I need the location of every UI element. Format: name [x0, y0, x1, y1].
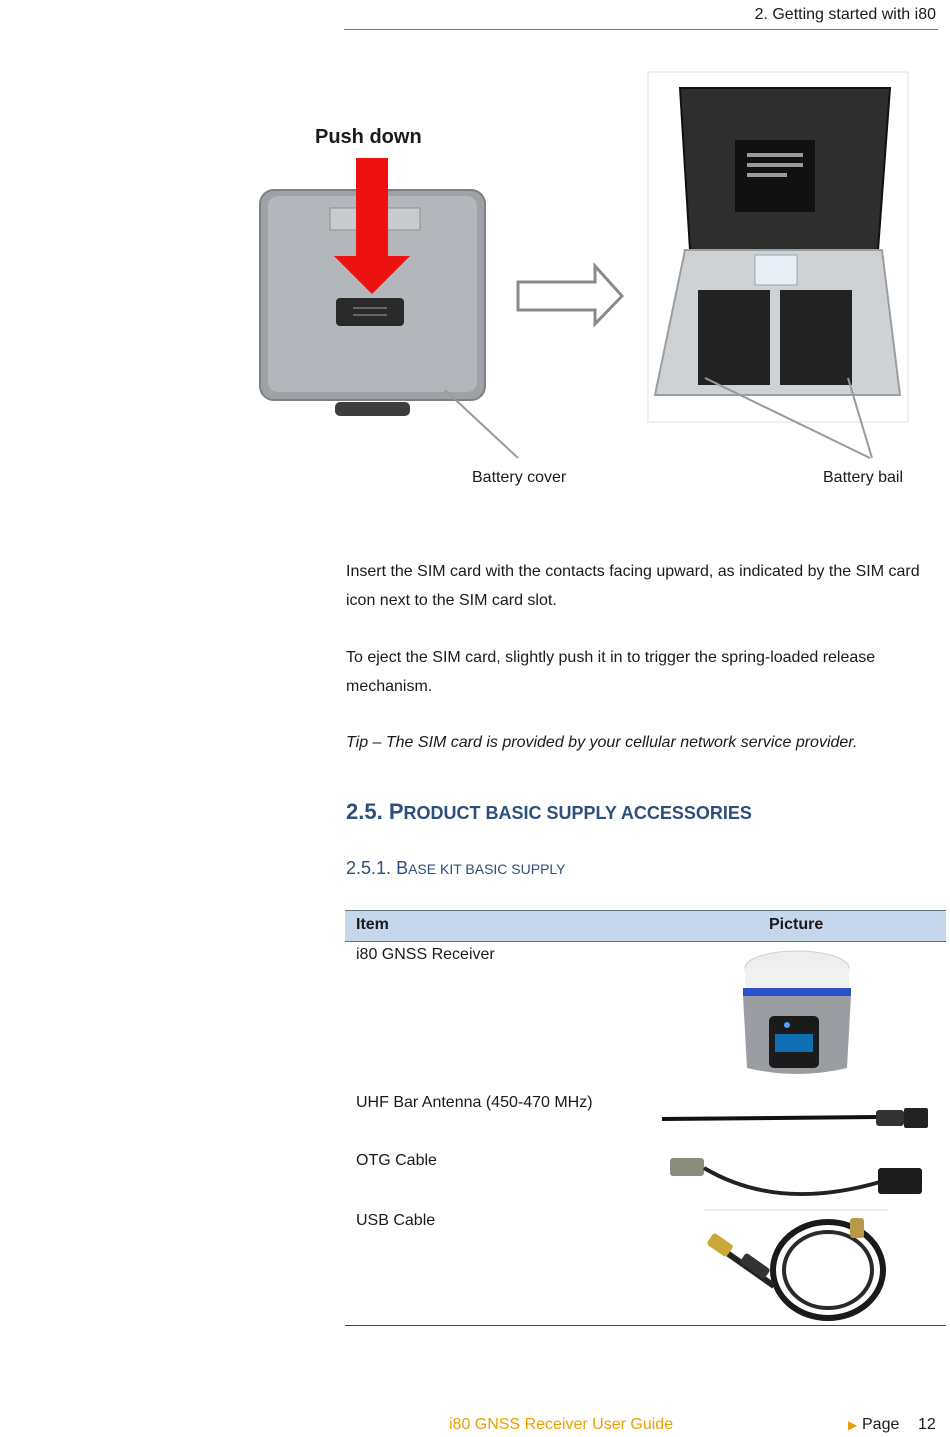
table-row-item: OTG Cable — [356, 1152, 437, 1169]
table-header-row — [345, 910, 946, 942]
caption-battery-bail: Battery bail — [823, 469, 904, 486]
table-row-item: i80 GNSS Receiver — [356, 946, 495, 963]
right-arrow-icon — [518, 266, 622, 324]
push-down-label: Push down — [315, 126, 422, 148]
table-header-picture: Picture — [769, 916, 824, 933]
running-header: 2. Getting started with i80 — [754, 6, 936, 23]
table-row-item: USB Cable — [356, 1212, 436, 1229]
subsection-number: 2.5.1. — [346, 858, 392, 878]
otg-cable-image — [668, 1150, 928, 1200]
footer-arrow-icon: ▶ — [848, 1418, 858, 1432]
battery-figure — [250, 60, 930, 470]
battery-compartment-image — [648, 72, 908, 422]
caption-battery-cover: Battery cover — [472, 469, 567, 486]
subsection-heading — [346, 858, 566, 879]
paragraph-insert-sim: Insert the SIM card with the contacts facing upward, as indicated by the SIM card icon next to the SIM card slot. — [346, 563, 920, 609]
subsection-title-rest: ASE KIT BASIC SUPPLY — [408, 861, 566, 877]
paragraph-eject-sim: To eject the SIM card, slightly push it in to trigger the spring-loaded release mechanism. — [346, 649, 876, 695]
footer-guide-title: i80 GNSS Receiver User Guide — [449, 1416, 674, 1433]
receiver-image — [735, 948, 860, 1080]
subsection-title-initial: B — [396, 858, 409, 878]
antenna-image — [658, 1104, 934, 1132]
footer-page-label: Page — [862, 1416, 900, 1433]
section-heading — [346, 799, 752, 825]
section-title-rest: RODUCT BASIC SUPPLY ACCESSORIES — [403, 803, 752, 823]
section-title-initial: P — [388, 799, 404, 824]
table-row-item: UHF Bar Antenna (450-470 MHz) — [356, 1094, 593, 1111]
header-rule — [344, 29, 938, 30]
footer-page-number: 12 — [918, 1416, 936, 1433]
usb-cable-image — [700, 1208, 892, 1326]
section-number: 2.5. — [346, 799, 383, 824]
table-bottom-rule — [345, 1325, 946, 1326]
tip-text: Tip – The SIM card is provided by your cellular network service provider. — [346, 734, 858, 751]
table-header-item: Item — [356, 916, 389, 933]
